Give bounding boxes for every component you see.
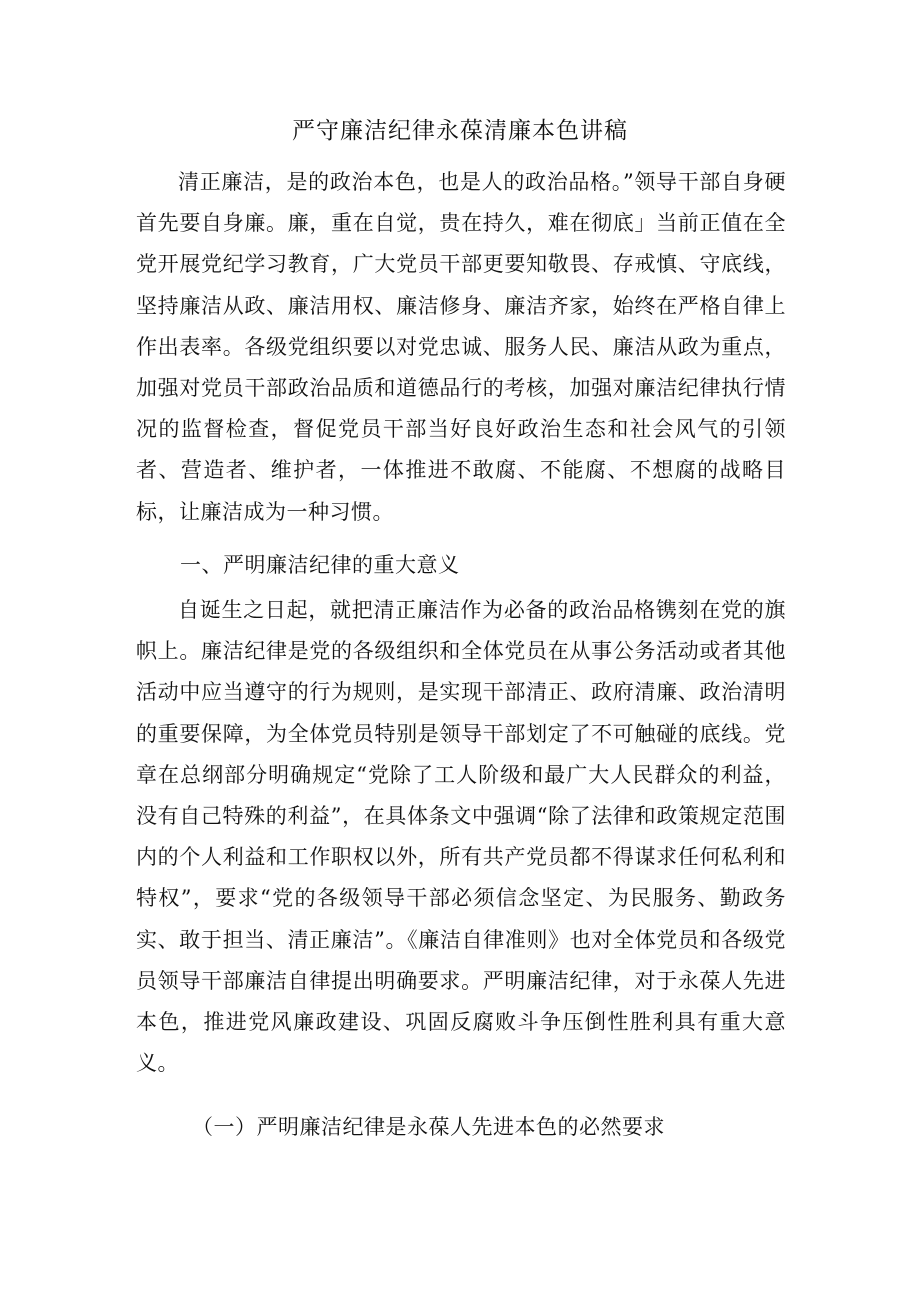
document-title: 严守廉洁纪律永葆清廉本色讲稿 — [292, 118, 628, 144]
intro-paragraph: 清正廉洁，是的政治本色，也是人的政治品格。”领导干部自身硬首先要自身廉。廉，重在自觉，贵在持久，难在彻底」当前正值在全党开展党纪学习教育，广大党员干部更要知敬畏、存戒慎、守底线，坚持廉洁从政、廉洁用权、廉洁修身、廉洁齐家，始终在严格自律上作出表率。各级党组织要以对党忠诚、服务人民、廉洁从政为重点，加强对党员干部政治品质和道德品行的考核，加强对廉洁纪律执行情况的监督检查，督促党员干部当好良好政治生态和社会风气的引领者、营造者、维护者，一体推进不敢腐、不能腐、不想腐的战略目标，让廉洁成为一种习惯。 — [136, 170, 786, 524]
section-1-heading: 一、严明廉洁纪律的重大意义 — [180, 553, 460, 577]
section-1-paragraph: 自诞生之日起，就把清正廉洁作为必备的政治品格镌刻在党的旗帜上。廉洁纪律是党的各级组织和全体党员在从事公务活动或者其他活动中应当遵守的行为规则，是实现干部清正、政府清廉、政治清明的重要保障，为全体党员特别是领导干部划定了不可触碰的底线。党章在总纲部分明确规定“党除了工人阶级和最广大人民群众的利益，没有自己特殊的利益”，在具体条文中强调“除了法律和政策规定范围内的个人利益和工作职权以外，所有共产党员都不得谋求任何私利和特权”，要求“党的各级领导干部必须信念坚定、为民服务、勤政务实、敢于担当、清正廉洁”。《廉洁自律准则》也对全体党员和各级党员领导干部廉洁自律提出明确要求。严明廉洁纪律，对于永葆人先进本色，推进党风廉政建设、巩固反腐败斗争压倒性胜利具有重大意义。 — [136, 598, 786, 1076]
subsection-1-heading: （一）严明廉洁纪律是永葆人先进本色的必然要求 — [192, 1115, 665, 1139]
